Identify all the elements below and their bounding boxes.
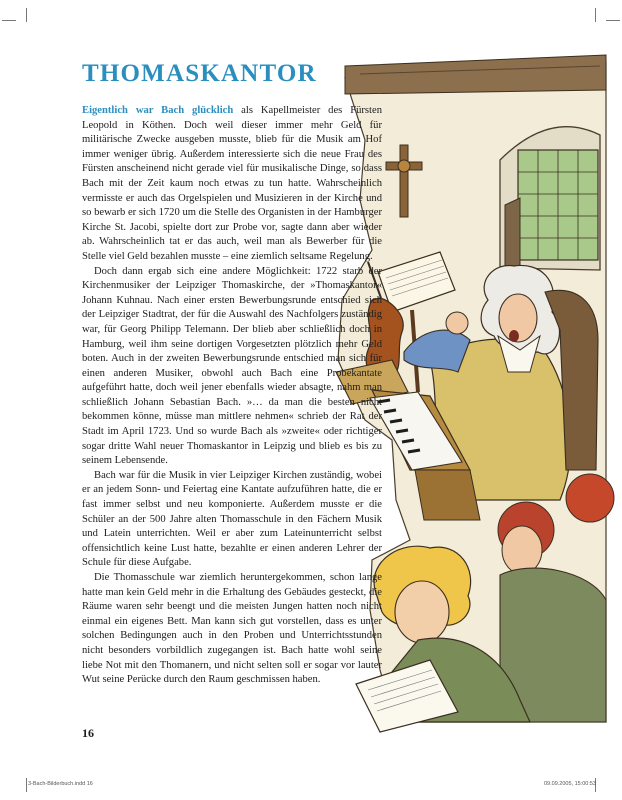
print-timestamp: 09.09.2005, 15:00:53 bbox=[544, 781, 596, 787]
print-slug: 3-Bach-Bilderbuch.indd 16 bbox=[28, 781, 93, 787]
choirboy-hair bbox=[566, 474, 614, 522]
organ-base bbox=[415, 470, 480, 520]
article-body bbox=[82, 104, 382, 688]
paragraph: Die Thomasschule war ziemlich heruntergekommen, schon lange hatte man kein Geld mehr in die Erhaltung des Gebäudes gesteckt, die Räume waren sehr beengt und die meisten Jungen hatten noch nicht einmal ein eigenes Bett. Man kann sich gut vorstellen, dass es unter solchen Bedingungen auch in den Proben und Unterrichtsstunden nicht besonders vorbildlich zugegangen ist. Bach hatte wohl seine liebe Not mit den Thomanern, und nicht selten soll er sogar vor lauter Wut seine Perücke durch den Raum geschmissen haben. bbox=[82, 572, 382, 686]
choirboy-face bbox=[502, 526, 542, 574]
paragraph: Bach war für die Musik in vier Leipziger Kirchen zuständig, wobei er an jedem Sonn- und Feiertag eine Kantate aufzuführen hatte, die er fast immer selbst und neu komponierte. Außerdem musste er die Schüler an der 500 Jahre alten Thomasschule in den Fächern Musik und Latein unterrichten. Weil er aber zum Lateinunterricht selbst offensichtlich keine Lust hatte, bezahlte er einen anderen Lehrer der Schule für diese Aufgabe. bbox=[82, 469, 382, 569]
bach-hand bbox=[446, 312, 468, 334]
lead-in: Eigentlich war Bach glücklich bbox=[82, 105, 234, 116]
ceiling-beam bbox=[345, 55, 606, 94]
window-shutter bbox=[505, 198, 520, 272]
paragraph: Doch dann ergab sich eine andere Möglichkeit: 1722 starb der Kirchenmusiker der Leipziger Thomaskirche, der »Thomaskantor« Johann Kuhnau. Nach einer ersten Bewerbungsrunde entschied sich der Leipziger Stadtrat, der für die Auswahl des Nachfolgers zuständig war, für Georg Philipp Telemann. Der blieb aber schließlich doch in Hamburg, weil ihm seine dortigen Vorgesetzten plötzlich mehr Geld boten. Auch in der zweiten Bewerbungsrunde entschied man sich für einen anderen Musiker, obwohl auch Bach eine Probekantate aufgeführt hatte, doch weil jener ebenfalls wieder absagte, nahm man schließlich Johann Sebastian Bach. »… da man die besten nicht bekommen könne, müsse man mittlere nehmen« schrieb der Rat der Stadt im April 1723. Und so wurde Bach als »zweite« oder richtiger sogar dritte Wahl neuer Thomaskantor in Leipzig und blieb es bis zu seinem Lebensende. bbox=[82, 265, 382, 467]
page-number: 16 bbox=[82, 726, 94, 740]
page-title: THOMASKANTOR bbox=[82, 60, 317, 87]
paragraph-text: als Kapellmeister des Fürsten Leopold in Köthen. Doch weil dieser immer mehr Geld für militärische Zwecke ausgeben musste, blieb für die Musik am Hof immer weniger übrig. Außerdem interessierte sich die neue Frau des Fürsten anscheinend nicht gerade viel für musikalische Dinge, so dass Bach mit der Zeit kaum noch etwas zu tun hatte. Wahrscheinlich vermisste er auch das Orgelspielen und Musizieren in der Kirche und so bewarb er sich 1720 um die Stelle des Organisten in der Hamburger Kirche St. Jacobi, spielte dort zur Probe vor, sagte dann aber wieder ab. Wahrscheinlich tat er das auch, weil man als Bewerber für die Stelle viel Geld bezahlen musste – eine ziemlich seltsame Regelung. bbox=[82, 105, 382, 262]
boy-face bbox=[395, 581, 449, 643]
paragraph bbox=[82, 104, 382, 265]
